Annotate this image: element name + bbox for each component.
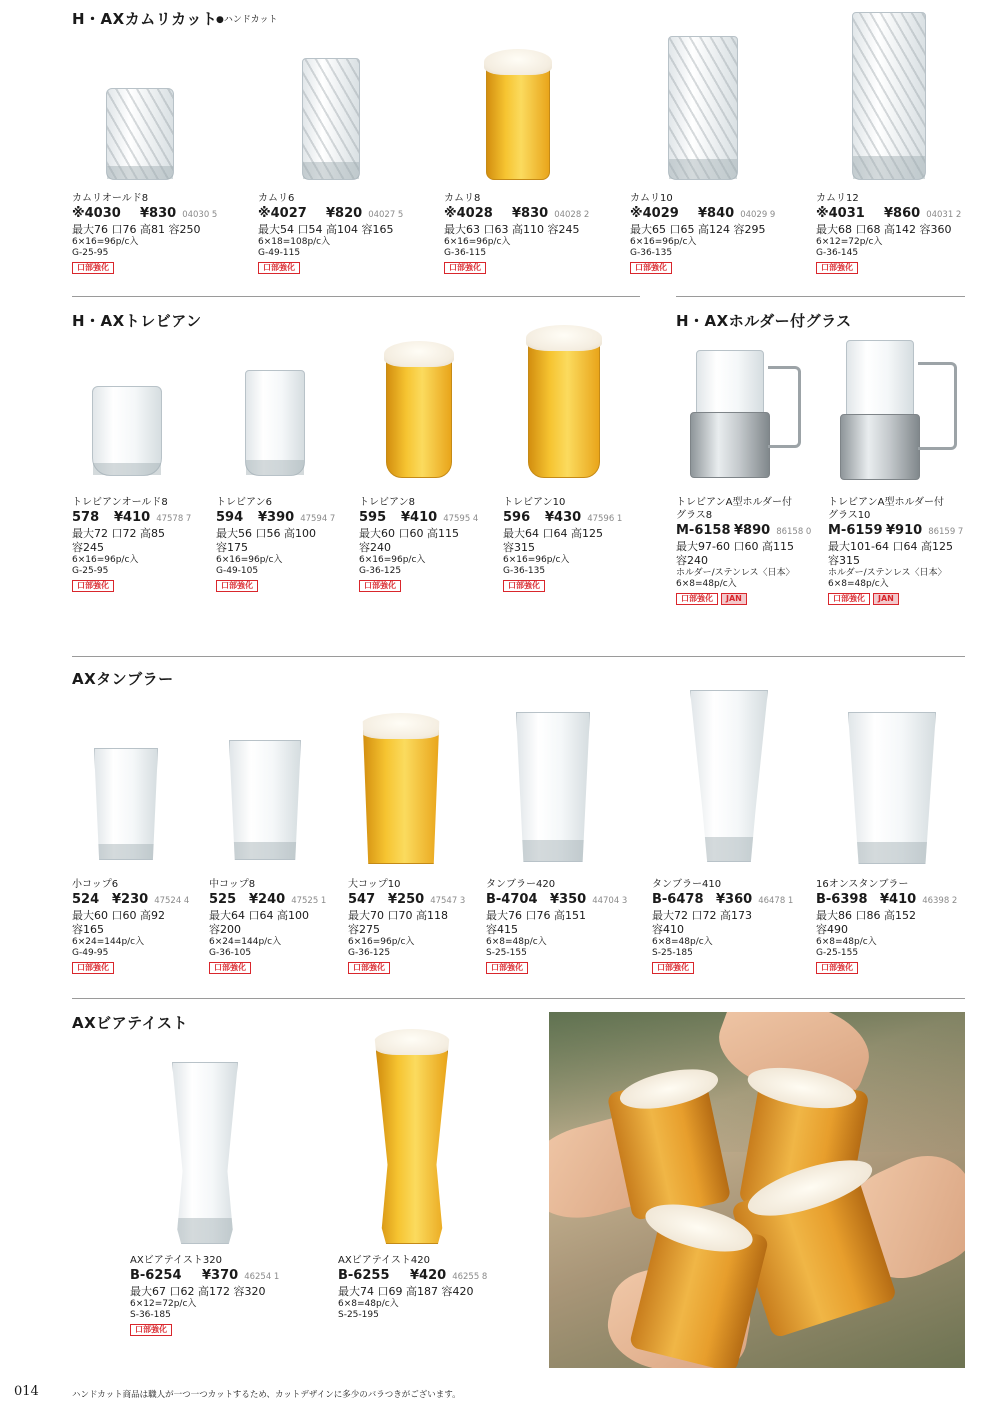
product-code: M-6159 (828, 523, 883, 538)
product-capacity: 容240 (359, 541, 391, 554)
product-name: 中コップ8 (209, 879, 256, 890)
rim-strengthened-badge: 口部強化 (503, 580, 545, 592)
jan-code: 86159 7 (928, 527, 964, 537)
glass-image-kamuri8 (486, 66, 550, 180)
glass-image-beer-taste320 (172, 1062, 238, 1244)
product-code: 524 (72, 892, 100, 907)
jan-badge: JAN (873, 593, 899, 605)
holder-image-holder10 (840, 414, 920, 480)
product-name: カムリ10 (630, 193, 673, 204)
product-name-line2: グラス10 (828, 510, 871, 521)
jan-code: 04029 9 (740, 210, 776, 220)
product-price: ¥350 (550, 892, 587, 907)
divider (72, 296, 640, 297)
product-capacity: 容200 (209, 923, 241, 936)
ref-code: G-36-125 (348, 948, 391, 958)
jan-code: 04028 2 (554, 210, 590, 220)
product-code: B-6398 (816, 892, 868, 907)
jan-code: 47524 4 (154, 896, 190, 906)
product-capacity: 容240 (676, 554, 708, 567)
hand-cut-note: ●ハンドカット (216, 15, 278, 25)
ref-code: G-49-115 (258, 248, 301, 258)
glass-image-trebian10 (528, 342, 600, 478)
pack-info: 6×8=48p/c入 (486, 937, 547, 947)
pack-info: 6×16=96p/c入 (359, 555, 426, 565)
product-code: B-6254 (130, 1268, 182, 1283)
rim-strengthened-badge: 口部強化 (444, 262, 486, 274)
section-title-kamuri: H・AXカムリカット (72, 10, 218, 28)
product-name: 16オンスタンブラー (816, 879, 909, 890)
product-price: ¥410 (401, 510, 438, 525)
product-tumbler-large10 (348, 878, 465, 974)
ref-code: G-36-125 (359, 566, 402, 576)
glass-image-trebian-old8 (92, 386, 162, 476)
pack-info: 6×16=96p/c入 (72, 555, 139, 565)
glass-image-tumbler410 (690, 690, 768, 862)
product-price: ¥910 (886, 523, 923, 538)
product-tumbler420 (486, 878, 627, 974)
product-spec: 最大76 口76 高81 容250 (72, 223, 201, 236)
product-spec: 最大64 口64 高125 (503, 527, 603, 540)
product-price: ¥840 (698, 206, 735, 221)
product-code: ※4028 (444, 206, 493, 221)
product-price: ¥370 (202, 1268, 239, 1283)
glass-image-tumbler420 (516, 712, 590, 862)
product-spec: 最大60 口60 高115 (359, 527, 459, 540)
product-price: ¥830 (512, 206, 549, 221)
product-name: トレビアン8 (359, 497, 415, 508)
section-title-tumbler: AXタンブラー (72, 670, 174, 688)
jan-code: 46398 2 (922, 896, 958, 906)
product-name: トレビアン6 (216, 497, 272, 508)
ref-code: G-36-135 (630, 248, 673, 258)
product-code: ※4027 (258, 206, 307, 221)
pack-info: 6×16=96p/c入 (348, 937, 415, 947)
product-tumbler-medium8 (209, 878, 326, 974)
product-kamuri6 (258, 192, 403, 274)
rim-strengthened-badge: 口部強化 (72, 962, 114, 974)
product-capacity: 容315 (503, 541, 535, 554)
glass-image-kamuri12 (852, 12, 926, 180)
product-price: ¥420 (410, 1268, 447, 1283)
ref-code: G-36-135 (503, 566, 546, 576)
product-code: 595 (359, 510, 387, 525)
product-spec: 最大101-64 口64 高125 (828, 540, 953, 553)
section-title-beer: AXビアテイスト (72, 1014, 188, 1032)
product-spec: 最大86 口86 高152 (816, 909, 916, 922)
product-beer-taste320 (130, 1254, 279, 1336)
glass-image-tumbler-small6 (94, 748, 158, 860)
footnote: ハンドカット商品は職人が一つ一つカットするため、カットデザインに多少のバラつきがございます。 (72, 1390, 461, 1400)
product-name: タンブラー410 (652, 879, 722, 890)
pack-info: 6×16=96p/c入 (630, 237, 697, 247)
product-spec: 最大56 口56 高100 (216, 527, 316, 540)
pack-info: 6×8=48p/c入 (828, 579, 889, 589)
product-capacity: 容415 (486, 923, 518, 936)
product-spec: 最大70 口70 高118 (348, 909, 448, 922)
product-code: B-6255 (338, 1268, 390, 1283)
product-code: 594 (216, 510, 244, 525)
product-spec: 最大60 口60 高92 (72, 909, 165, 922)
ref-code: S-25-195 (338, 1310, 379, 1320)
pack-info: 6×8=48p/c入 (676, 579, 737, 589)
jan-code: 46478 1 (758, 896, 794, 906)
handle-image-holder10 (918, 362, 957, 450)
product-kamuri12 (816, 192, 961, 274)
rim-strengthened-badge: 口部強化 (209, 962, 251, 974)
jan-code: 46255 8 (452, 1272, 488, 1282)
product-spec: 最大64 口64 高100 (209, 909, 309, 922)
jan-code: 47594 7 (300, 514, 336, 524)
ref-code: G-49-105 (216, 566, 259, 576)
product-price: ¥240 (249, 892, 286, 907)
material-info: ホルダー/ステンレス〈日本〉 (676, 568, 795, 578)
jan-code: 44704 3 (592, 896, 628, 906)
rim-strengthened-badge: 口部強化 (486, 962, 528, 974)
pack-info: 6×18=108p/c入 (258, 237, 331, 247)
product-price: ¥890 (734, 523, 771, 538)
product-name: トレビアン10 (503, 497, 566, 508)
product-price: ¥820 (326, 206, 363, 221)
ref-code: G-36-145 (816, 248, 859, 258)
rim-strengthened-badge: 口部強化 (359, 580, 401, 592)
product-spec: 最大67 口62 高172 容320 (130, 1285, 266, 1298)
product-price: ¥410 (880, 892, 917, 907)
product-name: 大コップ10 (348, 879, 401, 890)
jan-code: 47578 7 (156, 514, 192, 524)
product-price: ¥390 (258, 510, 295, 525)
product-trebian-old8 (72, 496, 191, 592)
product-name: トレビアンA型ホルダー付 (828, 497, 945, 508)
product-kamuri8 (444, 192, 589, 274)
rim-strengthened-badge: 口部強化 (816, 262, 858, 274)
product-code: B-6478 (652, 892, 704, 907)
section-title-holder: H・AXホルダー付グラス (676, 312, 852, 330)
product-capacity: 容490 (816, 923, 848, 936)
product-capacity: 容175 (216, 541, 248, 554)
product-trebian10 (503, 496, 622, 592)
product-spec: 最大65 口65 高124 容295 (630, 223, 766, 236)
glass-image-beer-taste420 (376, 1046, 448, 1244)
jan-code: 47547 3 (430, 896, 466, 906)
product-trebian6 (216, 496, 335, 592)
product-spec: 最大63 口63 高110 容245 (444, 223, 580, 236)
glass-image-trebian6 (245, 370, 305, 476)
product-name: AXビアテイスト320 (130, 1255, 222, 1266)
product-code: 547 (348, 892, 376, 907)
product-capacity: 容410 (652, 923, 684, 936)
rim-strengthened-badge: 口部強化 (652, 962, 694, 974)
product-spec: 最大76 口76 高151 (486, 909, 586, 922)
ref-code: G-25-155 (816, 948, 859, 958)
product-capacity: 容245 (72, 541, 104, 554)
jan-code: 86158 0 (776, 527, 812, 537)
toast-photo (549, 1012, 965, 1368)
product-spec: 最大54 口54 高104 容165 (258, 223, 394, 236)
product-name: トレビアンオールド8 (72, 497, 168, 508)
pack-info: 6×8=48p/c入 (338, 1299, 399, 1309)
ref-code: G-36-115 (444, 248, 487, 258)
glass-image-kamuri-old8 (106, 88, 174, 180)
product-name: AXビアテイスト420 (338, 1255, 430, 1266)
product-name: カムリ6 (258, 193, 295, 204)
glass-image-tumbler-medium8 (229, 740, 301, 860)
pack-info: 6×8=48p/c入 (816, 937, 877, 947)
jan-code: 04030 5 (182, 210, 218, 220)
pack-info: 6×8=48p/c入 (652, 937, 713, 947)
product-kamuri10 (630, 192, 775, 274)
product-spec: 最大68 口68 高142 容360 (816, 223, 952, 236)
page-number: 014 (14, 1384, 39, 1399)
ref-code: S-36-185 (130, 1310, 171, 1320)
jan-code: 47596 1 (587, 514, 623, 524)
product-code: 596 (503, 510, 531, 525)
rim-strengthened-badge: 口部強化 (72, 580, 114, 592)
pack-info: 6×16=96p/c入 (216, 555, 283, 565)
product-capacity: 容315 (828, 554, 860, 567)
section-title-trebian: H・AXトレビアン (72, 312, 202, 330)
product-price: ¥860 (884, 206, 921, 221)
rim-strengthened-badge: 口部強化 (816, 962, 858, 974)
pack-info: 6×12=72p/c入 (130, 1299, 197, 1309)
product-name: 小コップ6 (72, 879, 119, 890)
product-name: カムリ8 (444, 193, 481, 204)
product-price: ¥830 (140, 206, 177, 221)
holder-image-holder8 (690, 412, 770, 478)
product-spec: 最大74 口69 高187 容420 (338, 1285, 474, 1298)
product-spec: 最大72 口72 高173 (652, 909, 752, 922)
ref-code: G-49-95 (72, 948, 109, 958)
glass-image-kamuri10 (668, 36, 738, 180)
divider (72, 998, 965, 999)
ref-code: G-25-95 (72, 248, 109, 258)
handle-image-holder8 (768, 366, 801, 448)
glass-image-kamuri6 (302, 58, 360, 180)
product-tumbler410 (652, 878, 793, 974)
rim-strengthened-badge: 口部強化 (258, 262, 300, 274)
pack-info: 6×16=96p/c入 (444, 237, 511, 247)
rim-strengthened-badge: 口部強化 (72, 262, 114, 274)
ref-code: S-25-155 (486, 948, 527, 958)
product-name: カムリ12 (816, 193, 859, 204)
rim-strengthened-badge: 口部強化 (828, 593, 870, 605)
product-holder8 (676, 496, 811, 605)
ref-code: G-25-95 (72, 566, 109, 576)
jan-code: 04031 2 (926, 210, 962, 220)
rim-strengthened-badge: 口部強化 (676, 593, 718, 605)
product-spec: 最大97-60 口60 高115 (676, 540, 794, 553)
product-name: トレビアンA型ホルダー付 (676, 497, 793, 508)
rim-strengthened-badge: 口部強化 (130, 1324, 172, 1336)
product-name: タンブラー420 (486, 879, 556, 890)
product-price: ¥410 (114, 510, 151, 525)
product-code: ※4029 (630, 206, 679, 221)
product-price: ¥250 (388, 892, 425, 907)
product-name: カムリオールド8 (72, 193, 149, 204)
product-tumbler-small6 (72, 878, 189, 974)
pack-info: 6×12=72p/c入 (816, 237, 883, 247)
rim-strengthened-badge: 口部強化 (348, 962, 390, 974)
product-code: ※4030 (72, 206, 121, 221)
pack-info: 6×24=144p/c入 (72, 937, 145, 947)
pack-info: 6×16=96p/c入 (503, 555, 570, 565)
product-price: ¥430 (545, 510, 582, 525)
product-code: B-4704 (486, 892, 538, 907)
product-code: 578 (72, 510, 100, 525)
divider (72, 656, 965, 657)
jan-badge: JAN (721, 593, 747, 605)
jan-code: 47525 1 (291, 896, 327, 906)
jan-code: 46254 1 (244, 1272, 280, 1282)
product-beer-taste420 (338, 1254, 487, 1321)
jan-code: 47595 4 (443, 514, 479, 524)
product-kamuri-old8 (72, 192, 217, 274)
divider (676, 296, 965, 297)
ref-code: G-36-105 (209, 948, 252, 958)
rim-strengthened-badge: 口部強化 (630, 262, 672, 274)
jan-code: 04027 5 (368, 210, 404, 220)
product-capacity: 容165 (72, 923, 104, 936)
pack-info: 6×24=144p/c入 (209, 937, 282, 947)
product-16oz-tumbler (816, 878, 957, 974)
product-name-line2: グラス8 (676, 510, 713, 521)
rim-strengthened-badge: 口部強化 (216, 580, 258, 592)
product-trebian8 (359, 496, 478, 592)
glass-image-16oz-tumbler (848, 712, 936, 864)
product-holder10 (828, 496, 963, 605)
product-code: M-6158 (676, 523, 731, 538)
material-info: ホルダー/ステンレス〈日本〉 (828, 568, 947, 578)
glass-image-trebian8 (386, 358, 452, 478)
product-code: ※4031 (816, 206, 865, 221)
product-price: ¥230 (112, 892, 149, 907)
glass-image-tumbler-large10 (362, 730, 440, 864)
product-price: ¥360 (716, 892, 753, 907)
ref-code: S-25-185 (652, 948, 693, 958)
product-spec: 最大72 口72 高85 (72, 527, 165, 540)
product-code: 525 (209, 892, 237, 907)
pack-info: 6×16=96p/c入 (72, 237, 139, 247)
product-capacity: 容275 (348, 923, 380, 936)
